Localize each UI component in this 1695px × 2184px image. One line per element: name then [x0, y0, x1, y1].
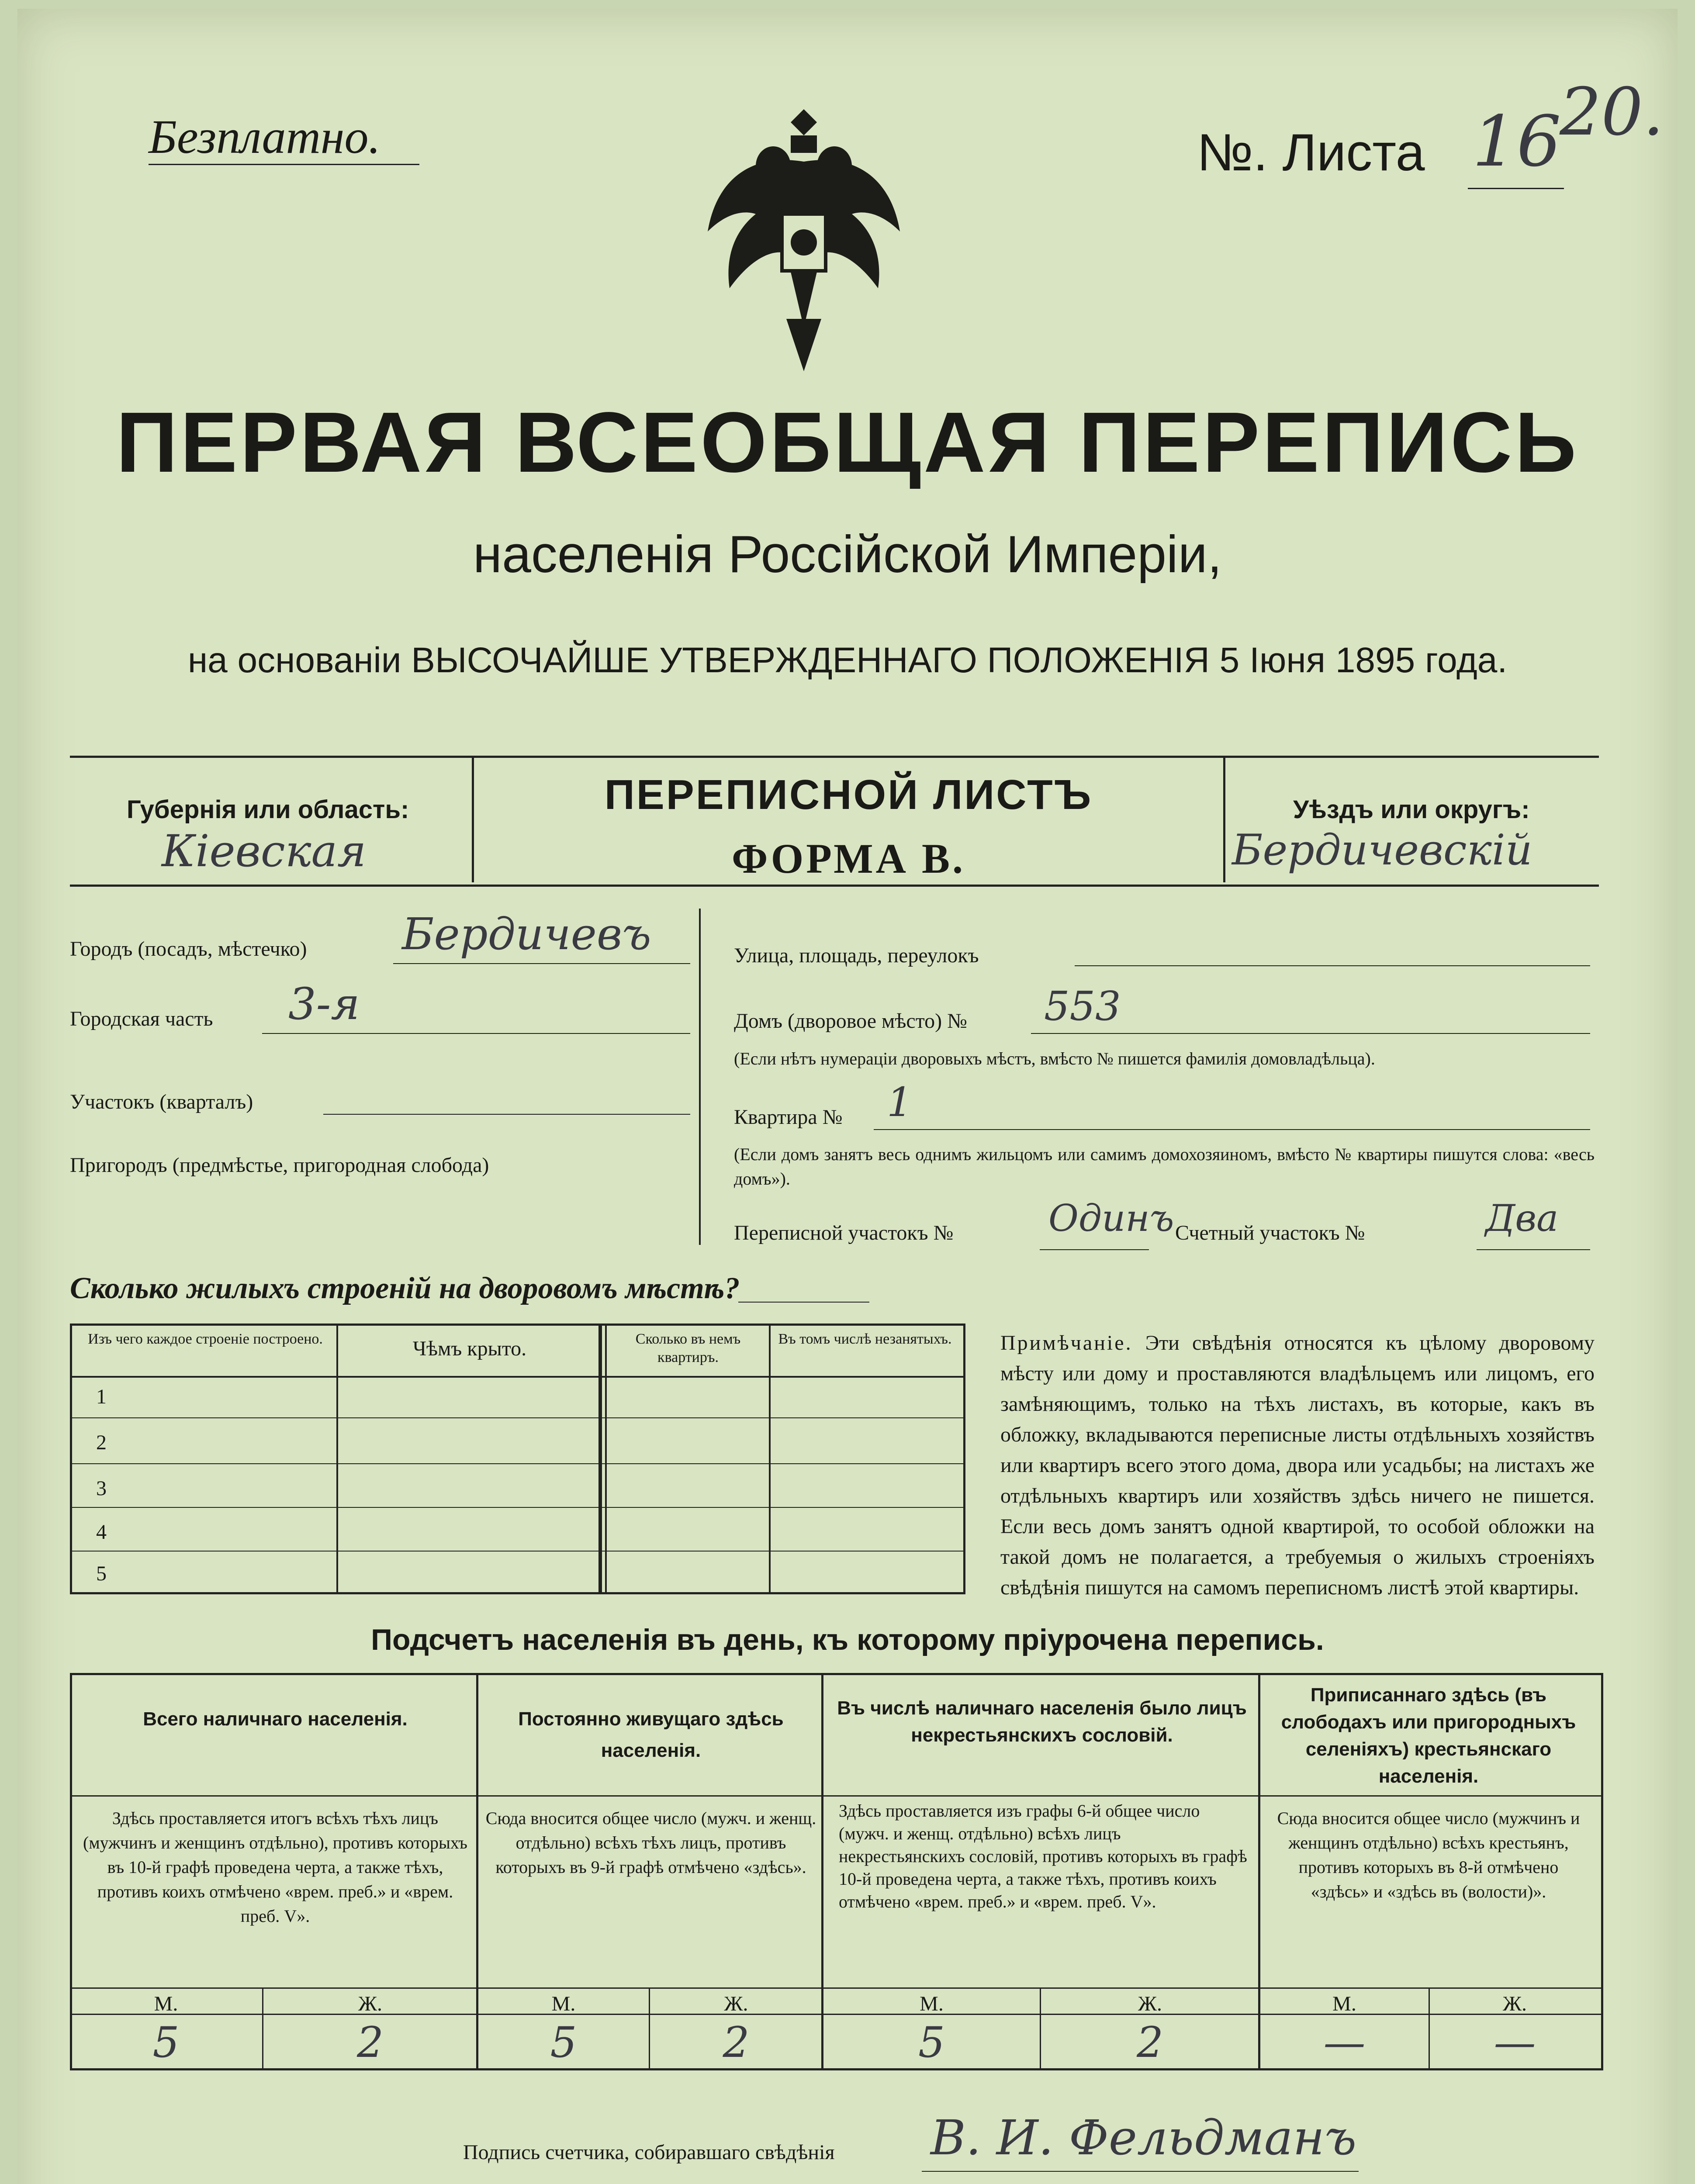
- tally-col-total-male-label: М.: [154, 1992, 178, 2015]
- apartment-note: (Если домъ занятъ весь однимъ жильцомъ или самимъ домохозяиномъ, вмѣсто № квартиры пишутся слова: «весь домъ»).: [734, 1144, 1595, 1189]
- tally-col-nonpeasant-male-label: М.: [920, 1992, 944, 2015]
- signature-label: Подпись счетчика, собиравшаго свѣдѣнія: [463, 2141, 835, 2164]
- tally-col-peasant-desc: Сюда вносится общее число (мужчинъ и женщинъ отдѣльно) всѣхъ крестьянъ, противъ которыхъ въ 8-й отмѣчено «здѣсь» и «здѣсь въ (волости)».: [1277, 1808, 1580, 1901]
- buildings-row-number: 4: [96, 1521, 107, 1544]
- tally-col-total-desc: Здѣсь проставляется итогъ всѣхъ тѣхъ лицъ (мужчинъ и женщинъ отдѣльно), противъ которыхъ въ 10-й графѣ проведена черта, а также тѣхъ, противъ коихъ отмѣчено «врем. преб.» и «врем. преб. V».: [83, 1808, 467, 1926]
- sheet-number-alt: 20.: [1560, 74, 1664, 150]
- tally-col-peasant-head: Приписаннаго здѣсь (въ слободахъ или пригородныхъ селеніяхъ) крестьянскаго населенія.: [1281, 1684, 1576, 1787]
- suburb-label: Пригородъ (предмѣстье, пригородная слобода): [70, 1154, 489, 1177]
- tally-col-peasant-male-value[interactable]: —: [1323, 2018, 1366, 2067]
- form-title: ПЕРЕПИСНОЙ ЛИСТЪ: [604, 771, 1093, 818]
- tally-col-permanent-desc: Сюда вносится общее число (мужч. и женщ. отдѣльно) всѣхъ тѣхъ лицъ, противъ которыхъ въ 9-й графѣ отмѣчено «здѣсь».: [485, 1808, 816, 1877]
- city-value[interactable]: Бердичевъ: [402, 909, 651, 960]
- buildings-row-number: 1: [96, 1385, 107, 1408]
- census-district-label: Переписной участокъ №: [734, 1221, 954, 1244]
- sheet-number-underline: [1468, 188, 1564, 189]
- uezd-label: Уѣздъ или округъ:: [1293, 795, 1530, 824]
- page-title: ПЕРВАЯ ВСЕОБЩАЯ ПЕРЕПИСЬ: [116, 394, 1579, 490]
- count-district-value[interactable]: Два: [1485, 1197, 1559, 1240]
- free-underline: [149, 164, 419, 165]
- note-heading: Примѣчаніе.: [1000, 1331, 1133, 1355]
- buildings-col-vacant: Въ томъ числѣ незанятыхъ.: [778, 1331, 952, 1347]
- buildings-row-number: 3: [96, 1477, 107, 1500]
- buildings-row-number: 5: [96, 1562, 107, 1585]
- census-district-value[interactable]: Одинъ: [1048, 1197, 1174, 1240]
- house-note: (Если нѣтъ нумераціи дворовыхъ мѣстъ, вмѣсто № пишется фамилія домовладѣльца).: [734, 1049, 1375, 1068]
- free-label: Безплатно.: [149, 110, 381, 163]
- tally-col-permanent-head: Постоянно живущаго здѣсь населенія.: [518, 1708, 784, 1761]
- apartment-value[interactable]: 1: [887, 1079, 913, 1126]
- census-form-page: [17, 9, 1678, 2184]
- tally-col-nonpeasant-female-value[interactable]: 2: [1136, 2018, 1164, 2067]
- gubernia-value[interactable]: Кіевская: [162, 826, 367, 877]
- tally-title: Подсчетъ населенія въ день, къ которому пріурочена перепись.: [371, 1623, 1324, 1656]
- imperial-eagle-emblem: [699, 100, 909, 380]
- buildings-row-number: 2: [96, 1431, 107, 1454]
- buildings-note: [1000, 1328, 1595, 1603]
- street-label: Улица, площадь, переулокъ: [734, 944, 979, 967]
- note-text: Эти свѣдѣнія относятся къ цѣлому дворовому мѣсту или дому и проставляются владѣльцемъ или лицомъ, его замѣняющимъ, только на тѣхъ листахъ, въ которые, какъ въ обложку, вкладываются переписные листы отдѣльныхъ хозяйствъ или квартиръ всего этого дома, двора или усадьбы; на листахъ же отдѣльныхъ квартиръ или хозяйствъ здѣсь ничего не пишется. Если весь домъ занятъ одной квартирой, то особой обложки на такой домъ не полагается, а требуемыя о жилыхъ строеніяхъ свѣдѣнія пишутся на самомъ переписномъ листѣ этой квартиры.: [1000, 1331, 1595, 1599]
- sheet-number-label: №. Листа: [1197, 123, 1425, 182]
- tally-col-nonpeasant-desc: Здѣсь проставляется изъ графы 6-й общее число (мужч. и женщ. отдѣльно) всѣхъ лицъ некрестьянскихъ сословій, противъ которыхъ въ графѣ 10-й проведена черта, а также тѣхъ, противъ коихъ отмѣчено «врем. преб.» и «врем. преб. V».: [839, 1801, 1247, 1911]
- city-part-label: Городская часть: [70, 1007, 213, 1030]
- tally-col-nonpeasant-female-label: Ж.: [1138, 1992, 1162, 2015]
- tally-col-nonpeasant-male-value[interactable]: 5: [918, 2018, 945, 2067]
- tally-col-peasant-female-value[interactable]: —: [1494, 2018, 1536, 2067]
- house-label: Домъ (дворовое мѣсто) №: [734, 1009, 967, 1033]
- buildings-col-material: Изъ чего каждое строеніе построено.: [88, 1331, 323, 1347]
- city-part-value[interactable]: 3-я: [288, 978, 360, 1030]
- count-district-label: Счетный участокъ №: [1175, 1221, 1365, 1244]
- tally-col-peasant-female-label: Ж.: [1502, 1992, 1527, 2015]
- uezd-value[interactable]: Бердичевскій: [1232, 826, 1532, 874]
- city-label: Городъ (посадъ, мѣстечко): [70, 937, 307, 961]
- sheet-number-value[interactable]: 16: [1472, 100, 1561, 182]
- buildings-question: Сколько жилыхъ строеній на дворовомъ мѣстѣ?: [70, 1272, 740, 1305]
- tally-col-total-head: Всего наличнаго населенія.: [143, 1708, 408, 1730]
- tally-col-peasant-male-label: М.: [1332, 1992, 1356, 2015]
- tally-col-total-male-value[interactable]: 5: [152, 2018, 180, 2067]
- house-value[interactable]: 553: [1044, 983, 1121, 1030]
- form-letter: ФОРМА В.: [731, 835, 966, 882]
- uchastok-label: Участокъ (кварталъ): [70, 1090, 253, 1113]
- apartment-label: Квартира №: [734, 1106, 843, 1129]
- buildings-col-roof: Чѣмъ крыто.: [412, 1337, 527, 1360]
- tally-col-total-female-label: Ж.: [358, 1992, 382, 2015]
- legal-basis: на основаніи ВЫСОЧАЙШЕ УТВЕРЖДЕННАГО ПОЛОЖЕНІЯ 5 Іюня 1895 года.: [187, 640, 1508, 680]
- tally-col-nonpeasant-head: Въ числѣ наличнаго населенія было лицъ некрестьянскихъ сословій.: [837, 1697, 1247, 1746]
- tally-col-permanent-male-value[interactable]: 5: [550, 2018, 577, 2067]
- tally-col-permanent-female-label: Ж.: [724, 1992, 748, 2015]
- tally-col-permanent-male-label: М.: [551, 1992, 576, 2015]
- tally-col-permanent-female-value[interactable]: 2: [723, 2018, 750, 2067]
- buildings-table: [70, 1324, 965, 1594]
- tally-col-total-female-value[interactable]: 2: [356, 2018, 384, 2067]
- enumerator-signature[interactable]: В. И. Фельдманъ: [931, 2110, 1357, 2166]
- gubernia-label: Губернія или область:: [127, 795, 409, 824]
- buildings-col-apartments: Сколько въ немъ квартиръ.: [635, 1331, 741, 1365]
- page-subtitle: населенія Россійской Имперіи,: [473, 525, 1222, 584]
